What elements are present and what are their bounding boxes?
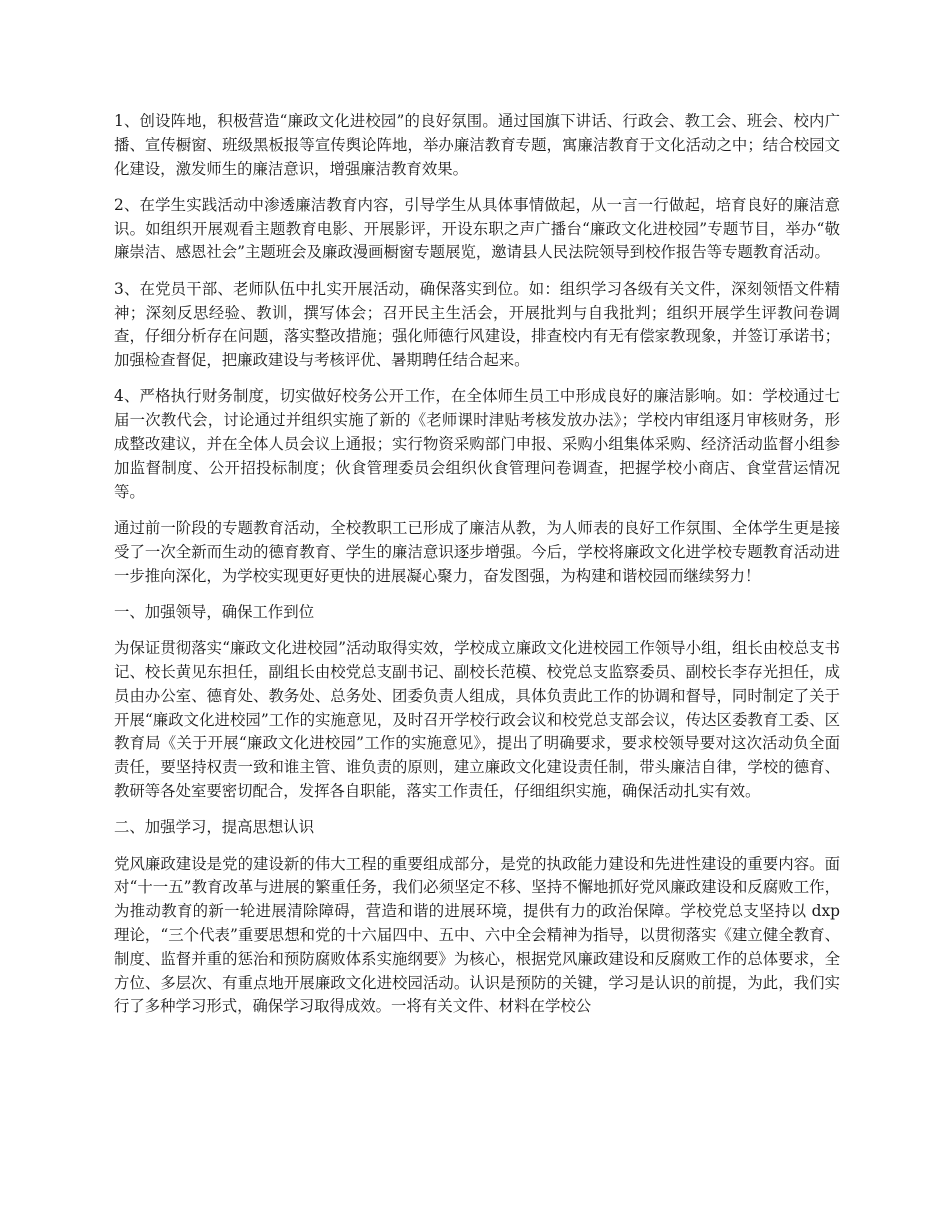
paragraph-leadership: 为保证贯彻落实“廉政文化进校园”活动取得实效，学校成立廉政文化进校园工作领导小组，组长由校总支书记、校长黄见东担任，副组长由校党总支副书记、副校长范模、校党总支监察委员、副校长李存光担任，成员由办公室、德育处、教务处、总务处、团委负责人组成，具体负责此工作的协调和督导，同时制定了关于开展“廉政文化进校园”工作的实施意见，及时召开学校行政会议和校党总支部会议，传达区委教育工委、区教育局《关于开展“廉政文化进校园”工作的实施意见》，提出了明确要求，要求校领导要对这次活动负全面责任，要坚持权责一致和谁主管、谁负责的原则，建立廉政文化建设责任制，带头廉洁自律，学校的德育、教研等各处室要密切配合，发挥各自职能，落实工作责任，仔细组织实施，确保活动扎实有效。 [114, 639, 840, 800]
paragraph-3: 3、在党员干部、老师队伍中扎实开展活动，确保落实到位。如：组织学习各级有关文件，深刻领悟文件精神；深刻反思经验、教训，撰写体会；召开民主生活会，开展批判与自我批判；组织开展学生评教问卷调查，仔细分析存在问题，落实整改措施；强化师德行风建设，排查校内有无有偿家教现象，并签订承诺书；加强检查督促，把廉政建设与考核评优、暑期聘任结合起来。 [114, 279, 840, 370]
paragraph-1: 1、创设阵地，积极营造“廉政文化进校园”的良好氛围。通过国旗下讲话、行政会、教工会、班会、校内广播、宣传橱窗、班级黑板报等宣传舆论阵地，举办廉洁教育专题，寓廉洁教育于文化活动之中；结合校园文化建设，激发师生的廉洁意识，增强廉洁教育效果。 [114, 112, 840, 178]
section-heading-1: 一、加强领导，确保工作到位 [114, 602, 315, 621]
paragraph-summary: 通过前一阶段的专题教育活动，全校教职工已形成了廉洁从教，为人师表的良好工作氛围、全体学生更是接受了一次全新而生动的德育教育、学生的廉洁意识逐步增强。今后，学校将廉政文化进学校专题教育活动进一步推向深化，为学校实现更好更快的进展凝心聚力，奋发图强，为构建和谐校园而继续努力！ [114, 518, 840, 585]
document-body [114, 110, 840, 1032]
paragraph-2: 2、在学生实践活动中渗透廉洁教育内容，引导学生从具体事情做起，从一言一行做起，培育良好的廉洁意识。如组织开展观看主题教育电影、开展影评，开设东职之声广播台“廉政文化进校园”专题节目，举办“敬廉崇洁、感恩社会”主题班会及廉政漫画橱窗专题展览，邀请县人民法院领导到校作报告等专题教育活动。 [114, 195, 840, 262]
section-heading-2: 二、加强学习，提高思想认识 [114, 818, 315, 837]
paragraph-study: 党风廉政建设是党的建设新的伟大工程的重要组成部分，是党的执政能力建设和先进性建设的重要内容。面对“十一五”教育改革与进展的繁重任务，我们必须坚定不移、坚持不懈地抓好党风廉政建设和反腐败工作，为推动教育的新一轮进展清除障碍，营造和谐的进展环境，提供有力的政治保障。学校党总支坚持以 dxp 理论，“三个代表”重要思想和党的十六届四中、五中、六中全会精神为指导，以贯彻落实《建立健全教育、制度、监督并重的惩治和预防腐败体系实施纲要》为核心，根据党风廉政建设和反腐败工作的总体要求，全方位、多层次、有重点地开展廉政文化进校园活动。认识是预防的关键，学习是认识的前提，为此，我们实行了多种学习形式，确保学习取得成效。一将有关文件、材料在学校公 [114, 854, 840, 1016]
paragraph-4: 4、严格执行财务制度，切实做好校务公开工作，在全体师生员工中形成良好的廉洁影响。如：学校通过七届一次教代会，讨论通过并组织实施了新的《老师课时津贴考核发放办法》；学校内审组逐月审核财务，形成整改建议，并在全体人员会议上通报；实行物资采购部门申报、采购小组集体采购、经济活动监督小组参加监督制度、公开招投标制度；伙食管理委员会组织伙食管理问卷调查，把握学校小商店、食堂营运情况等。 [114, 387, 840, 501]
